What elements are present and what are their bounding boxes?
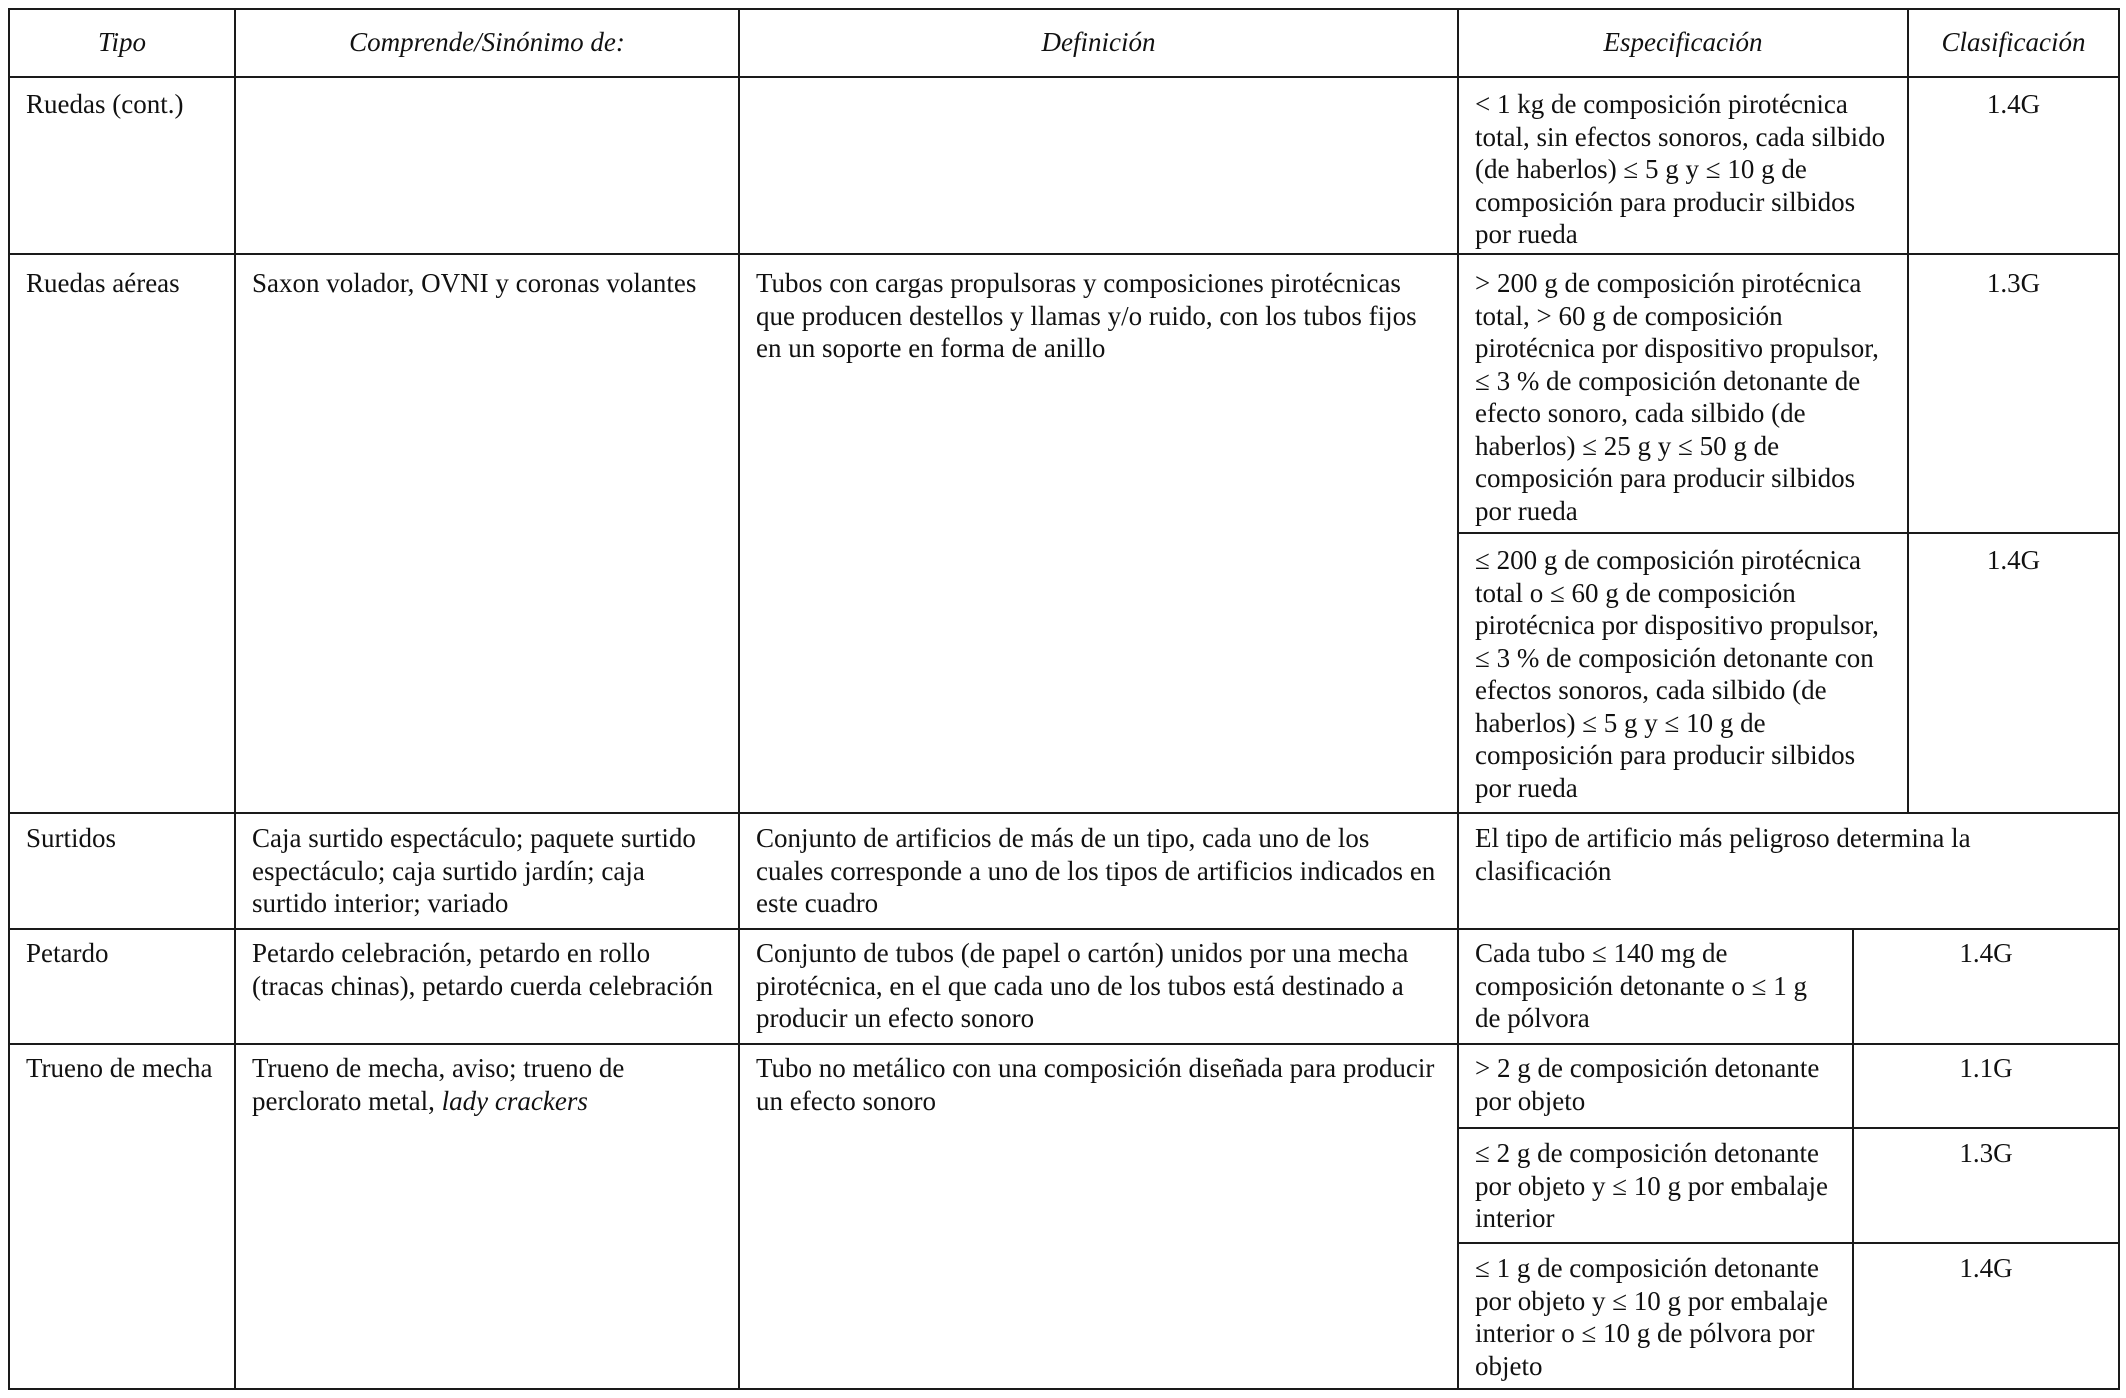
cell-especificacion: Cada tubo ≤ 140 mg de composición detonante o ≤ 1 g de pólvora — [1475, 938, 1808, 1033]
border-right — [2118, 8, 2120, 1390]
col-divider — [738, 8, 740, 1390]
header-bottom-line — [8, 76, 2120, 78]
border-bottom — [8, 1388, 2120, 1390]
cell-tipo: Petardo — [26, 938, 109, 968]
comprende-text: Trueno de mecha, aviso; trueno de perclorato metal, — [252, 1053, 625, 1116]
col-divider — [234, 8, 236, 1390]
cell-especificacion: ≤ 2 g de composición detonante por objeto y ≤ 10 g por embalaje interior — [1475, 1138, 1828, 1233]
comprende-italic-term: lady crackers — [441, 1085, 588, 1116]
row-divider — [8, 253, 2120, 255]
border-left — [8, 8, 10, 1390]
col-divider — [1907, 8, 1909, 813]
cell-clasificacion: 1.3G — [1986, 268, 2041, 298]
cell-tipo: Ruedas (cont.) — [26, 89, 184, 119]
cell-especificacion: El tipo de artificio más peligroso determina la clasificación — [1475, 823, 1971, 886]
cell-comprende: Petardo celebración, petardo en rollo (tracas chinas), petardo cuerda celebración — [252, 938, 713, 1001]
header-definicion: Definición — [1041, 27, 1156, 57]
row-divider — [1457, 1242, 2120, 1244]
row-divider — [1457, 1127, 2120, 1129]
cell-especificacion: ≤ 1 g de composición detonante por objeto y ≤ 10 g por embalaje interior o ≤ 10 g de pólvora por objeto — [1475, 1253, 1828, 1381]
cell-definicion: Tubos con cargas propulsoras y composiciones pirotécnicas que producen destellos y llamas y/o ruido, con los tubos fijos en un soporte en forma de anillo — [756, 268, 1417, 363]
cell-comprende: Caja surtido espectáculo; paquete surtido espectáculo; caja surtido jardín; caja surtido interior; variado — [252, 823, 696, 918]
cell-definicion: Conjunto de tubos (de papel o cartón) unidos por una mecha pirotécnica, en el que cada uno de los tubos está destinado a producir un efecto sonoro — [756, 938, 1409, 1033]
header-especificacion: Especificación — [1603, 27, 1763, 57]
header-clasificacion: Clasificación — [1941, 27, 2086, 57]
row-divider — [1457, 532, 2120, 534]
cell-clasificacion: 1.1G — [1959, 1053, 2013, 1083]
header-comprende: Comprende/Sinónimo de: — [349, 27, 625, 57]
cell-especificacion: > 2 g de composición detonante por objeto — [1475, 1053, 1820, 1116]
cell-tipo: Trueno de mecha — [26, 1053, 213, 1083]
cell-clasificacion: 1.4G — [1959, 938, 2013, 968]
cell-clasificacion: 1.4G — [1986, 89, 2041, 119]
cell-definicion: Conjunto de artificios de más de un tipo, cada uno de los cuales corresponde a uno de los tipos de artificios indicados en este cuadro — [756, 823, 1436, 918]
cell-clasificacion: 1.4G — [1986, 545, 2041, 575]
cell-clasificacion: 1.4G — [1959, 1253, 2013, 1283]
row-divider — [8, 812, 2120, 814]
cell-clasificacion: 1.3G — [1959, 1138, 2013, 1168]
header-tipo: Tipo — [97, 27, 147, 57]
cell-especificacion: < 1 kg de composición pirotécnica total, sin efectos sonoros, cada silbido (de haberlos) ≤ 5 g y ≤ 10 g de composición para producir silbidos por rueda — [1475, 89, 1886, 249]
cell-definicion: Tubo no metálico con una composición diseñada para producir un efecto sonoro — [756, 1053, 1435, 1116]
cell-comprende: Saxon volador, OVNI y coronas volantes — [252, 268, 697, 298]
cell-comprende — [236, 1052, 738, 1117]
cell-tipo: Surtidos — [26, 823, 117, 853]
cell-especificacion: > 200 g de composición pirotécnica total, > 60 g de composición pirotécnica por dispositivo propulsor, ≤ 3 % de composición detonante de efecto sonoro, cada silbido (de haberlos) ≤ 25 g y ≤ 50 g de composición para producir silbidos por rueda — [1475, 268, 1879, 526]
border-top — [8, 8, 2120, 10]
row-divider — [8, 928, 2120, 930]
cell-especificacion: ≤ 200 g de composición pirotécnica total o ≤ 60 g de composición pirotécnica por dispositivo propulsor, ≤ 3 % de composición detonante con efectos sonoros, cada silbido (de haberlos) ≤ 5 g y ≤ 10 g de composición para producir silbidos por rueda — [1475, 545, 1879, 803]
row-divider — [8, 1043, 2120, 1045]
cell-tipo: Ruedas aéreas — [26, 268, 180, 298]
